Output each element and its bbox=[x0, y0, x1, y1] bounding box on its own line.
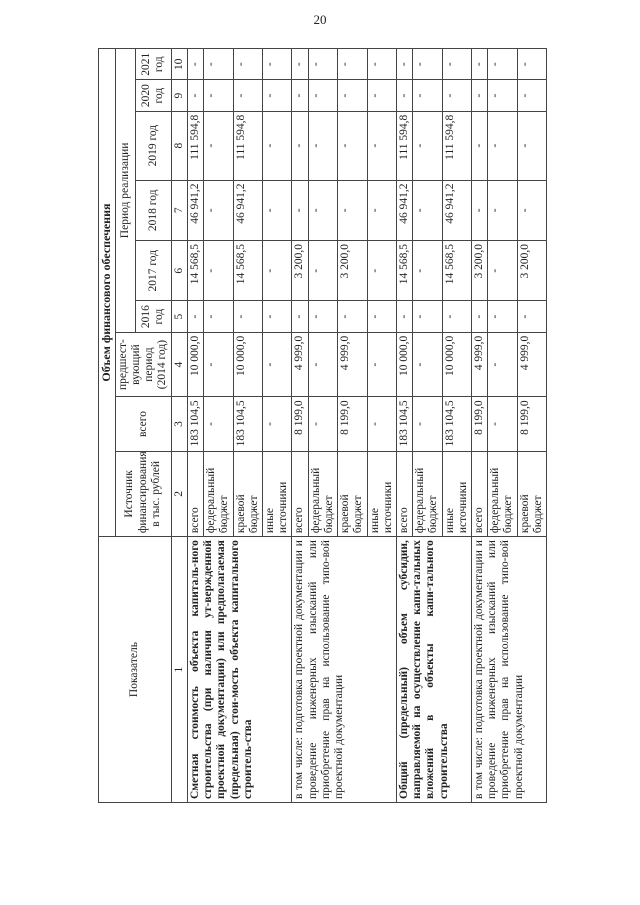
column-number: 7 bbox=[171, 180, 187, 240]
value-cell: 10 000,0 bbox=[442, 332, 471, 397]
value-cell: - bbox=[442, 301, 471, 332]
value-cell: - bbox=[292, 49, 308, 80]
value-cell: 183 104,5 bbox=[396, 397, 412, 451]
value-cell: 111 594,8 bbox=[396, 111, 412, 180]
value-cell: 14 568,5 bbox=[396, 241, 412, 301]
indicator-cell: в том числе: подготовка проектной документации и проведение инженерных изысканий или приобретение прав на использование типо-вой проектной документации bbox=[292, 537, 397, 803]
value-cell: - bbox=[262, 80, 291, 111]
year-header: 2016 год bbox=[135, 301, 171, 332]
source-cell: иные источники bbox=[367, 451, 396, 537]
value-cell: - bbox=[262, 180, 291, 240]
indicator-cell: в том числе: подготовка проектной документации и проведение инженерных изысканий или приобретение прав на использование типо-вой проектной документации bbox=[472, 537, 547, 803]
table-row bbox=[396, 49, 412, 803]
source-cell: федеральный бюджет bbox=[308, 451, 337, 537]
value-cell: - bbox=[338, 80, 367, 111]
value-cell: - bbox=[517, 301, 546, 332]
previous-period-header: предшест-вующий период (2014 год) bbox=[115, 332, 171, 397]
header-row-1 bbox=[99, 49, 116, 803]
value-cell: 10 000,0 bbox=[187, 332, 203, 397]
value-cell: - bbox=[367, 332, 396, 397]
value-cell: - bbox=[488, 397, 517, 451]
page-number: 20 bbox=[313, 12, 327, 27]
value-cell: 183 104,5 bbox=[187, 397, 203, 451]
value-cell: - bbox=[204, 80, 233, 111]
year-header: 2020 год bbox=[135, 80, 171, 111]
value-cell: - bbox=[187, 80, 203, 111]
value-cell: - bbox=[262, 111, 291, 180]
value-cell: - bbox=[413, 241, 442, 301]
value-cell: - bbox=[442, 80, 471, 111]
column-number: 1 bbox=[171, 537, 187, 803]
value-cell: 14 568,5 bbox=[187, 241, 203, 301]
column-number: 6 bbox=[171, 241, 187, 301]
source-cell: иные источники bbox=[262, 451, 291, 537]
value-cell: - bbox=[233, 301, 262, 332]
value-cell: - bbox=[488, 241, 517, 301]
value-cell: 8 199,0 bbox=[472, 397, 488, 451]
value-cell: - bbox=[292, 80, 308, 111]
source-cell: краевой бюджет bbox=[338, 451, 367, 537]
value-cell: - bbox=[413, 111, 442, 180]
funding-volume-header: Объем финансового обеспечения bbox=[99, 49, 116, 537]
rotated-table-container bbox=[98, 48, 543, 803]
value-cell: 4 999,0 bbox=[292, 332, 308, 397]
value-cell: - bbox=[308, 80, 337, 111]
value-cell: - bbox=[262, 301, 291, 332]
value-cell: 111 594,8 bbox=[233, 111, 262, 180]
value-cell: - bbox=[367, 397, 396, 451]
source-cell: всего bbox=[292, 451, 308, 537]
value-cell: 4 999,0 bbox=[472, 332, 488, 397]
value-cell: - bbox=[262, 332, 291, 397]
value-cell: - bbox=[204, 180, 233, 240]
source-cell: федеральный бюджет bbox=[488, 451, 517, 537]
value-cell: - bbox=[204, 301, 233, 332]
value-cell: 183 104,5 bbox=[442, 397, 471, 451]
value-cell: - bbox=[262, 241, 291, 301]
value-cell: - bbox=[308, 397, 337, 451]
value-cell: 4 999,0 bbox=[517, 332, 546, 397]
value-cell: 10 000,0 bbox=[233, 332, 262, 397]
value-cell: - bbox=[413, 80, 442, 111]
source-cell: всего bbox=[472, 451, 488, 537]
value-cell: - bbox=[472, 180, 488, 240]
value-cell: - bbox=[472, 80, 488, 111]
column-number: 2 bbox=[171, 451, 187, 537]
value-cell: 3 200,0 bbox=[338, 241, 367, 301]
value-cell: 14 568,5 bbox=[442, 241, 471, 301]
value-cell: 46 941,2 bbox=[442, 180, 471, 240]
value-cell: - bbox=[413, 332, 442, 397]
year-header: 2021 год bbox=[135, 49, 171, 80]
column-number: 4 bbox=[171, 332, 187, 397]
value-cell: - bbox=[233, 49, 262, 80]
value-cell: - bbox=[488, 180, 517, 240]
value-cell: - bbox=[308, 180, 337, 240]
value-cell: 111 594,8 bbox=[442, 111, 471, 180]
header-row-column-numbers bbox=[171, 49, 187, 803]
value-cell: 3 200,0 bbox=[472, 241, 488, 301]
value-cell: 8 199,0 bbox=[292, 397, 308, 451]
column-number: 8 bbox=[171, 111, 187, 180]
value-cell: - bbox=[204, 241, 233, 301]
value-cell: - bbox=[367, 301, 396, 332]
value-cell: - bbox=[488, 332, 517, 397]
value-cell: - bbox=[292, 180, 308, 240]
value-cell: - bbox=[413, 397, 442, 451]
value-cell: - bbox=[338, 301, 367, 332]
implementation-period-header: Период реализации bbox=[115, 49, 135, 333]
source-cell: федеральный бюджет bbox=[204, 451, 233, 537]
column-number: 10 bbox=[171, 49, 187, 80]
value-cell: - bbox=[517, 49, 546, 80]
value-cell: - bbox=[488, 111, 517, 180]
value-cell: - bbox=[187, 49, 203, 80]
column-number: 5 bbox=[171, 301, 187, 332]
value-cell: - bbox=[472, 49, 488, 80]
value-cell: 3 200,0 bbox=[517, 241, 546, 301]
column-number: 3 bbox=[171, 397, 187, 451]
value-cell: 10 000,0 bbox=[396, 332, 412, 397]
value-cell: - bbox=[367, 241, 396, 301]
value-cell: - bbox=[308, 241, 337, 301]
value-cell: - bbox=[233, 80, 262, 111]
value-cell: - bbox=[367, 180, 396, 240]
value-cell: - bbox=[292, 111, 308, 180]
value-cell: - bbox=[308, 111, 337, 180]
value-cell: - bbox=[396, 49, 412, 80]
value-cell: - bbox=[338, 180, 367, 240]
total-header: всего bbox=[115, 397, 171, 451]
year-header: 2018 год bbox=[135, 180, 171, 240]
value-cell: - bbox=[204, 111, 233, 180]
table-row bbox=[292, 49, 308, 803]
value-cell: - bbox=[517, 180, 546, 240]
indicator-cell: Сметная стоимость объекта капиталь-ного строительства (при наличии ут-вержденной проектной документации) или предполагаемая (предельная) стои-мость объекта капитального строитель-ства bbox=[187, 537, 292, 803]
value-cell: 8 199,0 bbox=[517, 397, 546, 451]
source-cell: всего bbox=[187, 451, 203, 537]
source-cell: федеральный бюджет bbox=[413, 451, 442, 537]
value-cell: - bbox=[308, 332, 337, 397]
value-cell: - bbox=[517, 80, 546, 111]
value-cell: - bbox=[413, 49, 442, 80]
indicator-header: Показатель bbox=[99, 537, 172, 803]
value-cell: 111 594,8 bbox=[187, 111, 203, 180]
year-header: 2019 год bbox=[135, 111, 171, 180]
value-cell: 46 941,2 bbox=[233, 180, 262, 240]
funding-table bbox=[98, 48, 547, 803]
table-row bbox=[472, 49, 488, 803]
value-cell: - bbox=[413, 301, 442, 332]
value-cell: - bbox=[396, 301, 412, 332]
table-body bbox=[187, 49, 546, 803]
value-cell: - bbox=[396, 80, 412, 111]
value-cell: - bbox=[413, 180, 442, 240]
source-cell: иные источники bbox=[442, 451, 471, 537]
indicator-cell: Общий (предельный) объем субсидии, направляемой на осуществление капи-тальных вложений в объекты капи-тального строительства bbox=[396, 537, 471, 803]
value-cell: - bbox=[338, 49, 367, 80]
value-cell: - bbox=[292, 301, 308, 332]
value-cell: - bbox=[367, 80, 396, 111]
source-cell: всего bbox=[396, 451, 412, 537]
value-cell: - bbox=[204, 49, 233, 80]
value-cell: 3 200,0 bbox=[292, 241, 308, 301]
value-cell: - bbox=[472, 301, 488, 332]
value-cell: - bbox=[308, 49, 337, 80]
source-cell: краевой бюджет bbox=[233, 451, 262, 537]
year-header: 2017 год bbox=[135, 241, 171, 301]
value-cell: - bbox=[187, 301, 203, 332]
value-cell: - bbox=[488, 301, 517, 332]
value-cell: 46 941,2 bbox=[187, 180, 203, 240]
value-cell: 4 999,0 bbox=[338, 332, 367, 397]
value-cell: - bbox=[262, 49, 291, 80]
value-cell: 46 941,2 bbox=[396, 180, 412, 240]
value-cell: - bbox=[488, 49, 517, 80]
value-cell: 14 568,5 bbox=[233, 241, 262, 301]
value-cell: - bbox=[472, 111, 488, 180]
value-cell: - bbox=[262, 397, 291, 451]
source-cell: краевой бюджет bbox=[517, 451, 546, 537]
value-cell: - bbox=[517, 111, 546, 180]
value-cell: - bbox=[204, 332, 233, 397]
value-cell: - bbox=[367, 49, 396, 80]
value-cell: - bbox=[367, 111, 396, 180]
value-cell: - bbox=[442, 49, 471, 80]
table-row bbox=[187, 49, 203, 803]
value-cell: - bbox=[338, 111, 367, 180]
source-header: Источник финансирования в тыс. рублей bbox=[115, 451, 171, 537]
column-number: 9 bbox=[171, 80, 187, 111]
value-cell: 183 104,5 bbox=[233, 397, 262, 451]
value-cell: - bbox=[488, 80, 517, 111]
value-cell: - bbox=[308, 301, 337, 332]
value-cell: - bbox=[204, 397, 233, 451]
value-cell: 8 199,0 bbox=[338, 397, 367, 451]
